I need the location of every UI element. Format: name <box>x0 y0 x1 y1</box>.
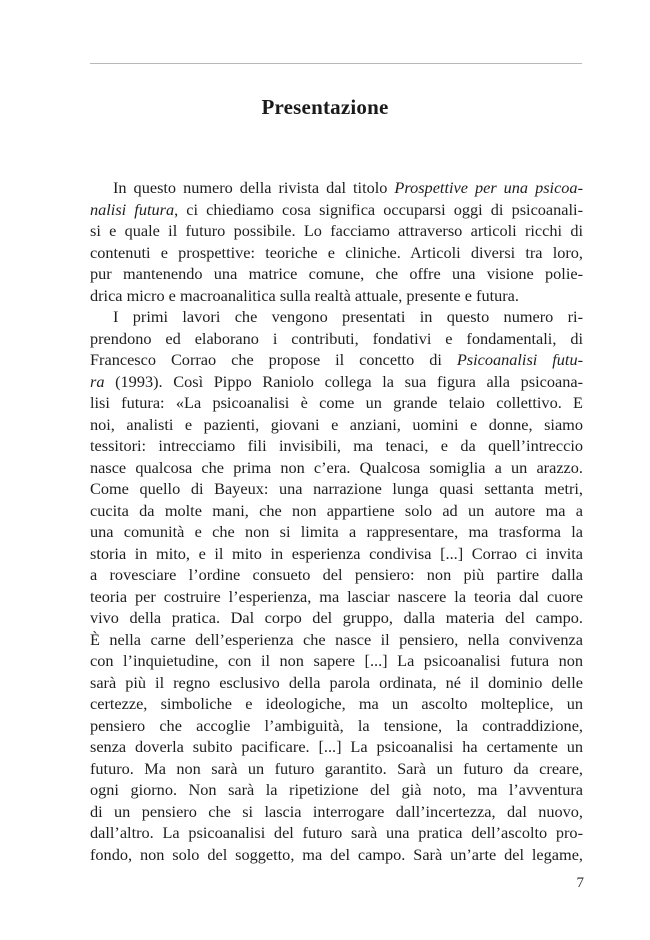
text-line <box>90 779 583 801</box>
page-title: Presentazione <box>261 95 389 119</box>
italic-title: Prospettive per una psicoa- <box>394 178 583 197</box>
text-line <box>90 564 583 586</box>
text-run: prendono ed elaborano i contributi, fondativi e fondamentali, di <box>90 328 583 348</box>
header-rule <box>90 63 582 64</box>
text-run: In questo numero della rivista dal titolo <box>113 178 395 197</box>
text-run: (1993). Così Pippo Raniolo collega la sua figura alla psicoana- <box>104 371 583 391</box>
text-line <box>90 371 583 393</box>
text-line <box>90 220 583 242</box>
text-run: sarà più il regno esclusivo della parola ordinata, né il dominio delle <box>90 672 583 692</box>
text-line <box>90 457 583 479</box>
text-line <box>90 263 583 285</box>
text-run: nasce qualcosa che prima non c’era. Qualcosa somiglia a un arazzo. <box>90 457 583 477</box>
text-line <box>90 672 583 694</box>
text-run: una comunità e che non si limita a rappresentare, ma trasforma la <box>90 522 583 541</box>
text-line <box>90 328 583 350</box>
text-line <box>90 414 583 436</box>
text-run: Francesco Corrao che propose il concetto di <box>90 350 457 369</box>
text-run: lisi futura: «La psicoanalisi è come un grande telaio collettivo. E <box>90 393 583 412</box>
text-run: dall’altro. La psicoanalisi del futuro sarà una pratica dell’ascolto pro- <box>90 823 583 842</box>
text-run: Come quello di Bayeux: una narrazione lunga quasi settanta metri, <box>90 479 583 498</box>
text-line <box>90 177 583 199</box>
text-run: È nella carne dell’esperienza che nasce il pensiero, nella convivenza <box>90 629 583 649</box>
text-line <box>90 607 583 629</box>
text-run: I primi lavori che vengono presentati in questo numero ri- <box>113 307 583 326</box>
text-run: futuro. Ma non sarà un futuro garantito. Sarà un futuro da creare, <box>90 758 583 778</box>
text-run: , ci chiediamo cosa significa occuparsi oggi di psicoanali- <box>174 199 583 219</box>
text-line <box>90 242 583 264</box>
text-run: pur mantenendo una matrice comune, che offre una visione polie- <box>90 264 583 283</box>
text-run: si e quale il futuro possibile. Lo facciamo attraverso articoli ricchi di <box>90 221 583 240</box>
text-run: noi, analisti e pazienti, giovani e anziani, uomini e donne, siamo <box>90 414 583 434</box>
text-line <box>90 844 583 866</box>
text-line <box>90 435 583 457</box>
text-run: con l’inquietudine, con il non sapere [...] La psicoanalisi futura non <box>90 651 583 670</box>
text-line <box>90 715 583 737</box>
text-run: pensiero che accoglie l’ambiguità, la tensione, la contraddizione, <box>90 715 583 735</box>
text-line <box>90 650 583 672</box>
text-line <box>90 758 583 780</box>
text-line <box>90 500 583 522</box>
text-line <box>90 521 583 543</box>
italic-title: Psicoanalisi futu- <box>456 350 584 369</box>
italic-title: ra <box>90 371 105 391</box>
text-run: senza doverla subito pacificare. [...] La psicoanalisi ha certamente un <box>90 737 583 756</box>
text-run: storia in mito, e il mito in esperienza condivisa [...] Corrao ci invita <box>90 543 583 563</box>
text-run: drica micro e macroanalitica sulla realtà attuale, presente e futura. <box>90 285 519 305</box>
text-run: tessitori: intrecciamo fili invisibili, ma tenaci, e da quell’intreccio <box>90 436 583 455</box>
text-line <box>90 629 583 651</box>
text-line <box>90 478 583 500</box>
text-run: a rovesciare l’ordine consueto del pensiero: non più partire dalla <box>90 565 583 584</box>
text-line <box>90 736 583 758</box>
text-line <box>90 801 583 823</box>
page-number: 7 <box>576 875 584 891</box>
text-run: certezze, simboliche e ideologiche, ma un ascolto molteplice, un <box>90 694 583 713</box>
text-run: vivo della pratica. Dal corpo del gruppo, dalla materia del campo. <box>90 608 583 627</box>
text-run: di un pensiero che si lascia interrogare dall’incertezza, dal nuovo, <box>90 801 583 821</box>
text-line <box>90 199 583 221</box>
text-run: teoria per costruire l’esperienza, ma lasciar nascere la teoria dal cuore <box>90 586 583 606</box>
italic-title: nalisi futura <box>90 199 175 219</box>
text-line <box>90 285 583 307</box>
text-run: fondo, non solo del soggetto, ma del campo. Sarà un’arte del legame, <box>90 844 583 864</box>
text-line <box>90 586 583 608</box>
text-run: cucita da molte mani, che non appartiene solo ad un autore ma a <box>90 500 583 520</box>
text-line <box>90 543 583 565</box>
text-line <box>90 392 583 414</box>
text-run: contenuti e prospettive: teoriche e cliniche. Articoli diversi tra loro, <box>90 242 583 262</box>
text-run: ogni giorno. Non sarà la ripetizione del già noto, ma l’avventura <box>90 780 583 799</box>
body-text <box>90 177 583 865</box>
text-line <box>90 822 583 844</box>
text-line <box>90 306 583 328</box>
text-line <box>90 349 583 371</box>
text-line <box>90 693 583 715</box>
